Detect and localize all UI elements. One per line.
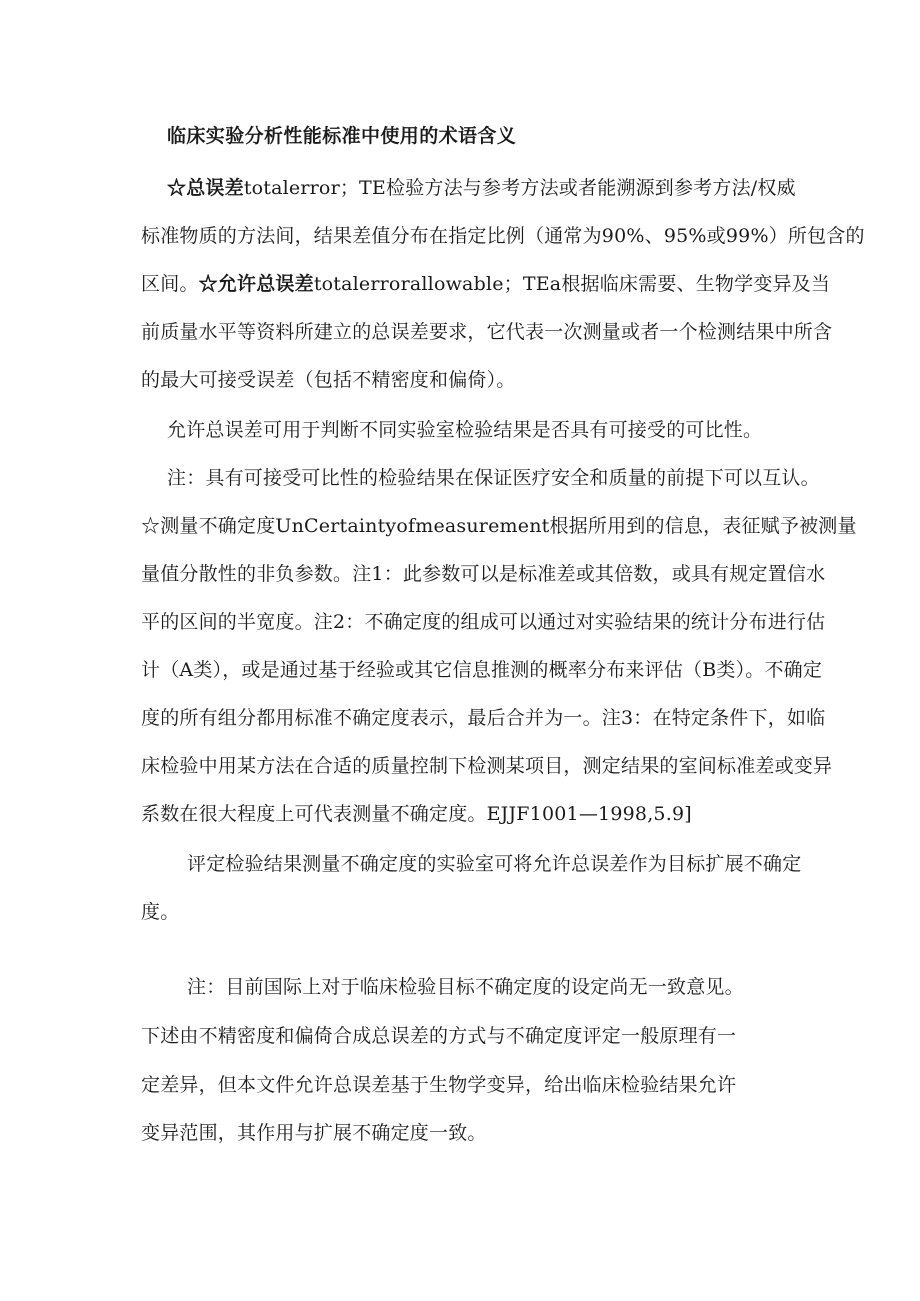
document-title: 临床实验分析性能标准中使用的术语含义: [167, 125, 517, 147]
term-total-error-allowable: ☆允许总误差: [198, 273, 314, 295]
para4-line4: 计（A类），或是通过基于经验或其它信息推测的概率分布来评估（B类）。不确定: [141, 659, 823, 681]
para1-line3: [141, 272, 830, 296]
para6-line4: 变异范围，其作用与扩展不确定度一致。: [141, 1122, 487, 1144]
term-total-error: ☆总误差: [167, 177, 244, 199]
para1-line3-text: totalerrorallowable；TEa根据临床需要、生物学变异及当: [313, 273, 831, 295]
para5-line2: 度。: [141, 901, 180, 923]
para6-line2: 下述由不精密度和偏倚合成总误差的方式与不确定度评定一般原理有一: [141, 1025, 737, 1047]
para4-line2: 量值分散性的非负参数。注1：此参数可以是标准差或其倍数，或具有规定置信水: [141, 563, 826, 585]
para4-line5: 度的所有组分都用标准不确定度表示，最后合并为一。注3：在特定条件下，如临: [141, 707, 826, 729]
para6-line1: 注：目前国际上对于临床检验目标不确定度的设定尚无一致意见。: [187, 976, 744, 998]
para1-line3-pre: 区间。: [141, 273, 199, 295]
para6-line3: 定差异，但本文件允许总误差基于生物学变异，给出临床检验结果允许: [141, 1074, 737, 1096]
para4-line7: 系数在很大程度上可代表测量不确定度。EJJF1001—1998,5.9]: [141, 803, 692, 825]
para5-line1: 评定检验结果测量不确定度的实验室可将允许总误差作为目标扩展不确定: [187, 853, 802, 875]
para1-line5: 的最大可接受误差（包括不精密度和偏倚）。: [141, 369, 516, 391]
para1-line4: 前质量水平等资料所建立的总误差要求，它代表一次测量或者一个检测结果中所含: [141, 321, 833, 343]
para2: 允许总误差可用于判断不同实验室检验结果是否具有可接受的可比性。: [167, 419, 763, 441]
para4-line1: ☆测量不确定度UnCertaintyofmeasurement根据所用到的信息，表征赋予被测量: [141, 515, 857, 537]
para4-line6: 床检验中用某方法在合适的质量控制下检测某项目，测定结果的室间标准差或变异: [141, 755, 833, 777]
para4-line3: 平的区间的半宽度。注2：不确定度的组成可以通过对实验结果的统计分布进行估: [141, 611, 826, 633]
para3-note: 注：具有可接受可比性的检验结果在保证医疗安全和质量的前提下可以互认。: [167, 467, 820, 489]
para1-line1: [167, 176, 796, 200]
para1-line1-text: totalerror；TE检验方法与参考方法或者能溯源到参考方法/权威: [243, 177, 796, 199]
para1-line2: 标准物质的方法间，结果差值分布在指定比例（通常为90%、95%或99%）所包含的: [141, 225, 865, 247]
